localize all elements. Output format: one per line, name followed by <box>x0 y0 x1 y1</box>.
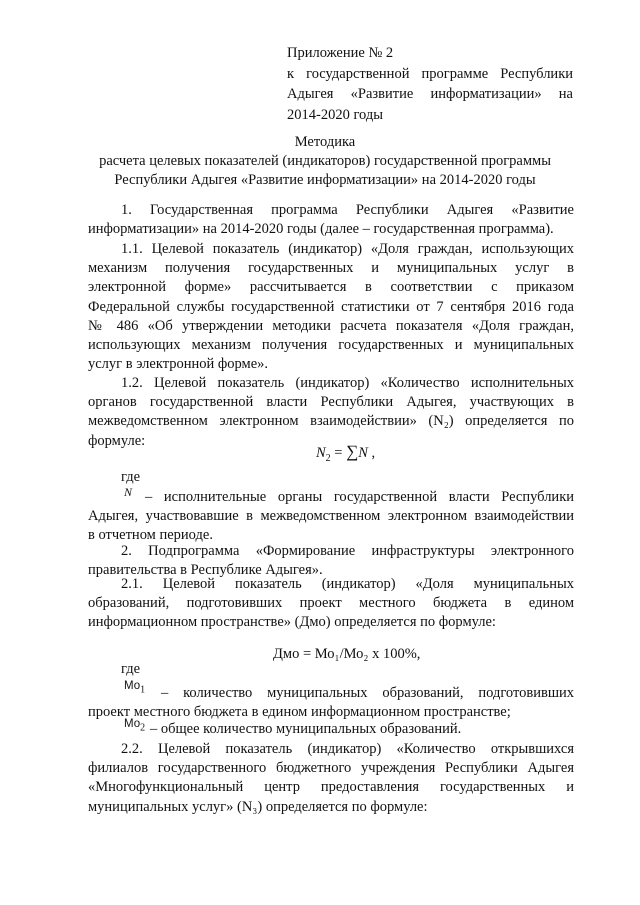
appendix-header <box>287 43 573 125</box>
paragraph-line: № 486 «Об утверждении методики расчета показателя «Доля граждан, <box>88 317 574 334</box>
item-1-2 <box>88 374 574 451</box>
paragraph-line: проект местного бюджета в едином информационном пространстве; <box>88 704 511 721</box>
paragraph-line: формуле: <box>88 432 146 449</box>
paragraph-line: услуг в электронной форме». <box>88 356 269 373</box>
document-title <box>60 133 590 190</box>
title-line: расчета целевых показателей (индикаторов) государственной программы <box>99 153 551 169</box>
paragraph-line: использующих механизм получения государственных и муниципальных <box>88 336 574 353</box>
formula-dmo: Дмо = Мо₁/Мо₂ х 100%, <box>273 646 421 662</box>
paragraph-line: межведомственном электронном взаимодействии» (N₂) определяется по <box>88 413 574 430</box>
paragraph-line: муниципальных услуг» (N₃) определяется по формуле: <box>88 798 428 815</box>
appendix-line: к государственной программе Республики <box>287 65 573 82</box>
paragraph-line: 1.1. Целевой показатель (индикатор) «Доля граждан, использующих <box>121 241 574 257</box>
section-1 <box>88 201 574 239</box>
item-1-1 <box>88 240 574 374</box>
item-2-1 <box>88 575 574 633</box>
paragraph-line: – общее количество муниципальных образований. <box>150 721 462 737</box>
title-line: Республики Адыгея «Развитие информатизации» на 2014-2020 годы <box>114 172 536 188</box>
paragraph-line: правительства в Республике Адыгея». <box>88 562 323 579</box>
appendix-line: Приложение № 2 <box>287 45 394 61</box>
paragraph-line: 1. Государственная программа Республики Адыгея «Развитие <box>121 202 574 218</box>
formula-rhs: N <box>358 445 368 461</box>
paragraph-line: 2.1. Целевой показатель (индикатор) «Доля муниципальных <box>121 576 574 592</box>
paragraph-line: 2.2. Целевой показатель (индикатор) «Количество открывшихся <box>121 741 574 757</box>
paragraph-line: образований, подготовивших проект местного бюджета в едином <box>88 595 574 612</box>
paragraph-line: информатизации» на 2014-2020 годы (далее – государственная программа). <box>88 221 554 238</box>
where-text: где <box>121 469 141 485</box>
sum-symbol: ∑ <box>346 442 359 461</box>
appendix-line: 2014-2020 годы <box>287 106 383 123</box>
var-n-definition <box>88 488 574 546</box>
mo2-symbol: Мо <box>124 718 141 730</box>
item-2-2 <box>88 740 574 817</box>
var-mo2-definition <box>88 720 574 739</box>
paragraph-line: в отчетном периоде. <box>88 527 213 544</box>
mo1-symbol: Мо <box>124 680 141 692</box>
var-mo1-definition <box>88 684 574 722</box>
formula-tail: , <box>367 445 376 461</box>
appendix-line: Адыгея «Развитие информатизации» на <box>287 86 573 102</box>
formula-lhs-sub: 2 <box>325 452 331 464</box>
formula-eq: = <box>330 445 347 461</box>
var-n-symbol: N <box>124 485 133 499</box>
paragraph-line: – исполнительные органы государственной власти Республики <box>145 489 574 505</box>
mo1-sub: 1 <box>140 684 146 696</box>
paragraph-line: электронной форме» рассчитывается в соответствии с приказом <box>88 279 574 296</box>
paragraph-line: Федеральной службы государственной статистики от 7 сентября 2016 года <box>88 298 574 315</box>
paragraph-line: 1.2. Целевой показатель (индикатор) «Количество исполнительных <box>121 375 574 391</box>
where-label-2 <box>88 660 574 679</box>
paragraph-line: филиалов государственного бюджетного учреждения Республики Адыгея <box>88 760 574 777</box>
formula-n2 <box>316 442 375 462</box>
paragraph-line: органов государственной власти Республики Адыгея, участвующих в <box>88 394 574 411</box>
paragraph-line: информационном пространстве» (Дмо) определяется по формуле: <box>88 614 496 631</box>
paragraph-line: – количество муниципальных образований, подготовивших <box>161 685 574 701</box>
title-heading: Методика <box>294 134 356 150</box>
mo2-sub: 2 <box>140 722 146 734</box>
formula-lhs: N <box>316 445 326 461</box>
where-label-1 <box>88 468 574 487</box>
where-text: где <box>121 661 141 677</box>
paragraph-line: 2. Подпрограмма «Формирование инфраструктуры электронного <box>121 543 574 559</box>
paragraph-line: «Многофункциональный центр предоставления государственных и <box>88 779 574 796</box>
paragraph-line: механизм получения государственных и муниципальных услуг в <box>88 260 574 277</box>
paragraph-line: Адыгея, участвовавшие в межведомственном электронном взаимодействии <box>88 508 574 525</box>
